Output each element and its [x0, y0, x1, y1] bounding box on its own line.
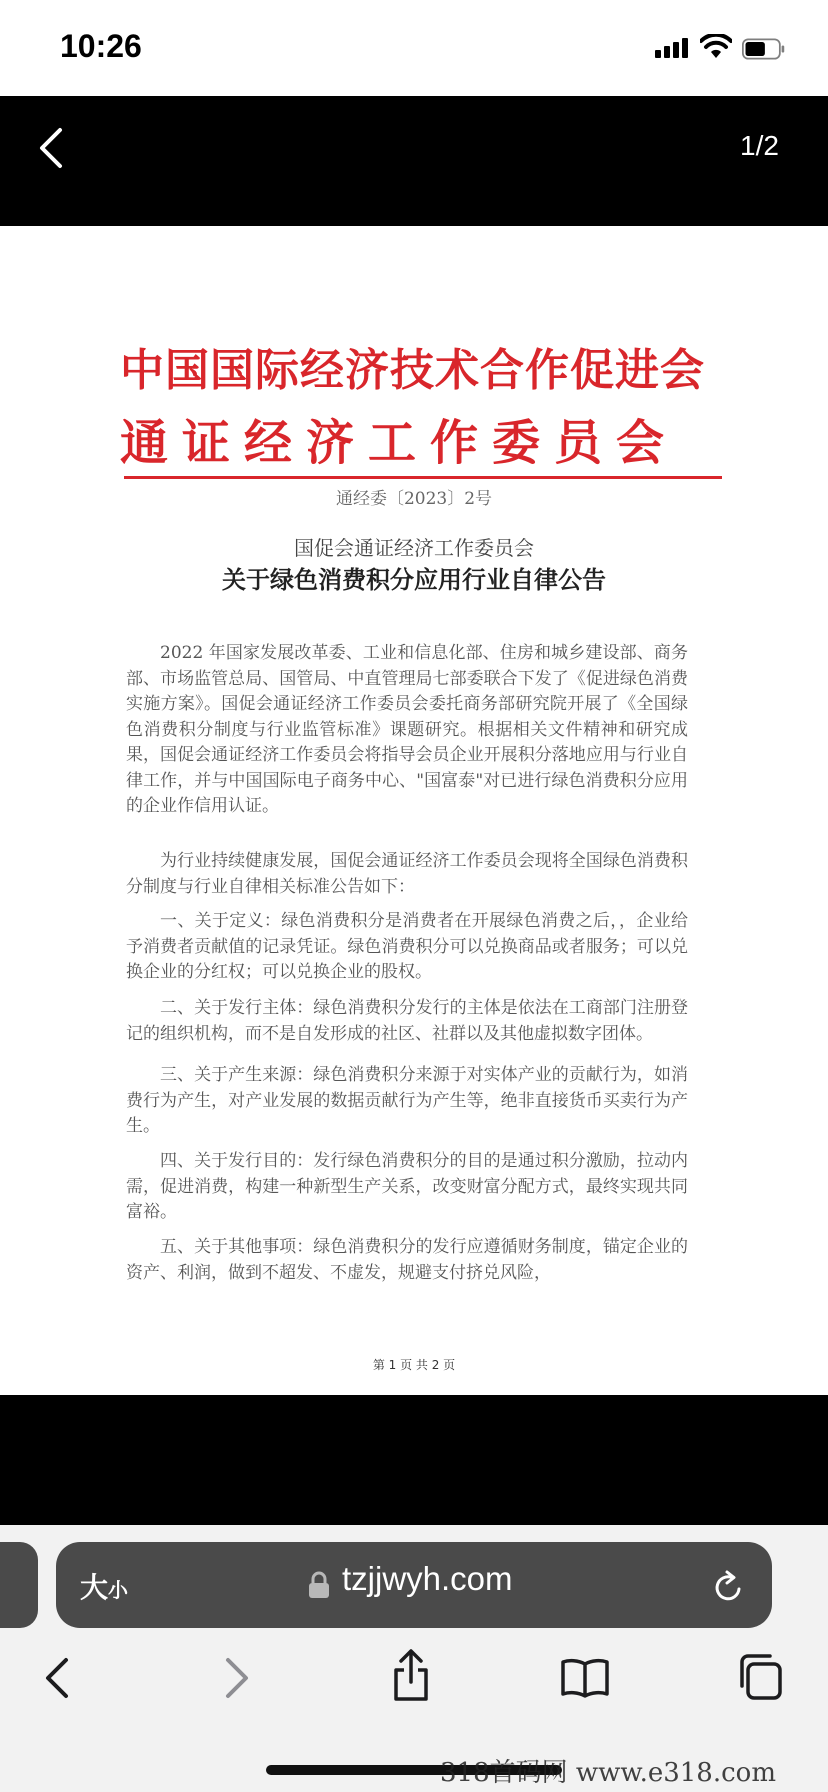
red-divider	[124, 476, 722, 479]
tabs-icon[interactable]	[736, 1652, 784, 1702]
image-viewer-header	[0, 96, 828, 226]
document-paragraph: 二、关于发行主体：绿色消费积分发行的主体是依法在工商部门注册登记的组织机构，而不是自发形成的社区、社群以及其他虚拟数字团体。	[126, 998, 688, 1044]
image-viewer-footer	[0, 1395, 828, 1525]
text-size-small: 小	[108, 1578, 129, 1602]
document-paragraph: 五、关于其他事项：绿色消费积分的发行应遵循财务制度，锚定企业的资产、利润，做到不超发、不虚发，规避支付挤兑风险，	[126, 1237, 688, 1283]
page-counter: 1/2	[740, 130, 779, 161]
battery-icon	[742, 38, 786, 60]
document-paragraph: 三、关于产生来源：绿色消费积分来源于对实体产业的贡献行为，如消费行为产生，对产业发展的数据贡献行为产生等，绝非直接货币买卖行为产生。	[126, 1065, 688, 1136]
wifi-icon	[700, 34, 732, 60]
document-title-line2: 通证经济工作委员会	[120, 415, 679, 471]
previous-tab-peek[interactable]	[0, 1542, 38, 1628]
cellular-signal-icon	[655, 38, 689, 58]
watermark: 318首码网 www.e318.com	[440, 1758, 776, 1788]
book-icon[interactable]	[560, 1658, 610, 1698]
text-size-button[interactable]	[80, 1566, 128, 1606]
chevron-right-icon[interactable]	[222, 1656, 252, 1700]
document-paragraph: 2022 年国家发展改革委、工业和信息化部、住房和城乡建设部、商务部、市场监管总局、国管局、中直管理局七部委联合下发了《促进绿色消费实施方案》。国促会通证经济工作委员会委托商务部研究院开展了《全国绿色消费积分制度与行业监管标准》课题研究。根据相关文件精神和研究成果，国促会通证经济工作委员会将指导会员企业开展积分落地应用与行业自律工作，并与中国国际电子商务中心、"国富泰"对已进行绿色消费积分应用的企业作信用认证。	[126, 643, 688, 816]
lock-icon	[308, 1571, 330, 1599]
text-size-large: 大	[80, 1571, 109, 1604]
document-number: 通经委〔2023〕2号	[335, 489, 493, 509]
chevron-left-icon[interactable]	[36, 126, 66, 170]
document-title-line1: 中国国际经济技术合作促进会	[120, 345, 705, 396]
url-text[interactable]: tzjjwyh.com	[342, 1560, 513, 1597]
status-time: 10:26	[60, 28, 142, 64]
share-icon[interactable]	[390, 1648, 432, 1702]
document-paragraph: 四、关于发行目的：发行绿色消费积分的目的是通过积分激励，拉动内需，促进消费，构建一种新型生产关系，改变财富分配方式，最终实现共同富裕。	[126, 1151, 688, 1222]
document-paragraph: 一、关于定义：绿色消费积分是消费者在开展绿色消费之后，，企业给予消费者贡献值的记录凭证。绿色消费积分可以兑换商品或者服务；可以兑换企业的分红权；可以兑换企业的股权。	[126, 911, 688, 982]
document-paragraph: 为行业持续健康发展，国促会通证经济工作委员会现将全国绿色消费积分制度与行业自律相关标准公告如下：	[126, 851, 688, 897]
reload-icon[interactable]	[711, 1569, 745, 1605]
document-page-footer: 第 1 页 共 2 页	[372, 1358, 456, 1372]
chevron-left-icon[interactable]	[42, 1656, 72, 1700]
document-headline: 关于绿色消费积分应用行业自律公告	[222, 565, 606, 594]
document-issuer: 国促会通证经济工作委员会	[294, 536, 534, 560]
